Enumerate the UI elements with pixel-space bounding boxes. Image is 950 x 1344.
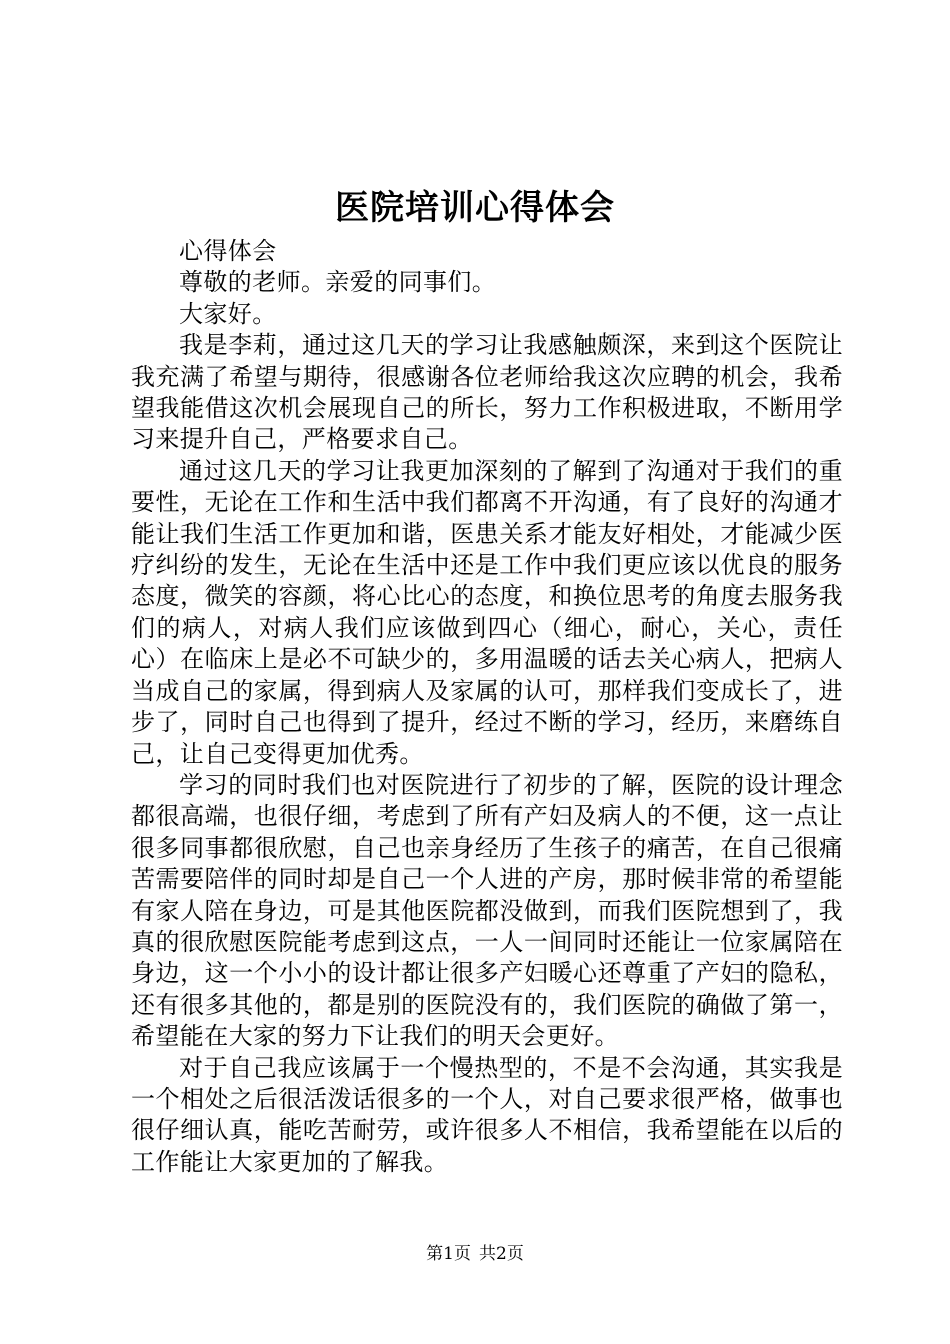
paragraph-hospital-design: 学习的同时我们也对医院进行了初步的了解，医院的设计理念都很高端，也很仔细，考虑到了所有产妇及病人的不便，这一点让很多同事都很欣慰，自己也亲身经历了生孩子的痛苦，在自己很痛苦需要陪伴的同时却是自己一个人进的产房，那时候非常的希望能有家人陪在身边，可是其他医院都没做到，而我们医院想到了，我真的很欣慰医院能考虑到这点，一人一间同时还能让一位家属陪在身边，这一个小小的设计都让很多产妇暖心还尊重了产妇的隐私，还有很多其他的，都是别的医院没有的，我们医院的确做了第一，希望能在大家的努力下让我们的明天会更好。 <box>131 770 843 1051</box>
document-body <box>131 236 843 1178</box>
document-title: 医院培训心得体会 <box>335 188 615 228</box>
page-count: 共2页 <box>479 1244 524 1264</box>
paragraph-introduction: 我是李莉，通过这几天的学习让我感触颇深，来到这个医院让我充满了希望与期待，很感谢各位老师给我这次应聘的机会，我希望我能借这次机会展现自己的所长，努力工作积极进取，不断用学习来提升自己，严格要求自己。 <box>131 331 843 454</box>
page-number: 第1页 <box>426 1244 471 1264</box>
page-footer <box>0 1242 950 1266</box>
paragraph-heading: 心得体会 <box>179 237 277 265</box>
paragraph-salutation: 尊敬的老师。亲爱的同事们。 <box>179 268 497 297</box>
paragraph-communication: 通过这几天的学习让我更加深刻的了解到了沟通对于我们的重要性，无论在工作和生活中我们都离不开沟通，有了良好的沟通才能让我们生活工作更加和谐，医患关系才能友好相处，才能减少医疗纠纷的发生，无论在生活中还是工作中我们更应该以优良的服务态度，微笑的容颜，将心比心的态度，和换位思考的角度去服务我们的病人，对病人我们应该做到四心（细心，耐心，关心，责任心）在临床上是必不可缺少的，多用温暖的话去关心病人，把病人当成自己的家属，得到病人及家属的认可，那样我们变成长了，进步了，同时自己也得到了提升，经过不断的学习，经历，来磨练自己，让自己变得更加优秀。 <box>131 456 843 768</box>
paragraph-self-reflection: 对于自己我应该属于一个慢热型的，不是不会沟通，其实我是一个相处之后很活泼话很多的一个人，对自己要求很严格，做事也很仔细认真，能吃苦耐劳，或许很多人不相信，我希望能在以后的工作能让大家更加的了解我。 <box>131 1053 843 1176</box>
paragraph-greeting: 大家好。 <box>179 299 277 328</box>
